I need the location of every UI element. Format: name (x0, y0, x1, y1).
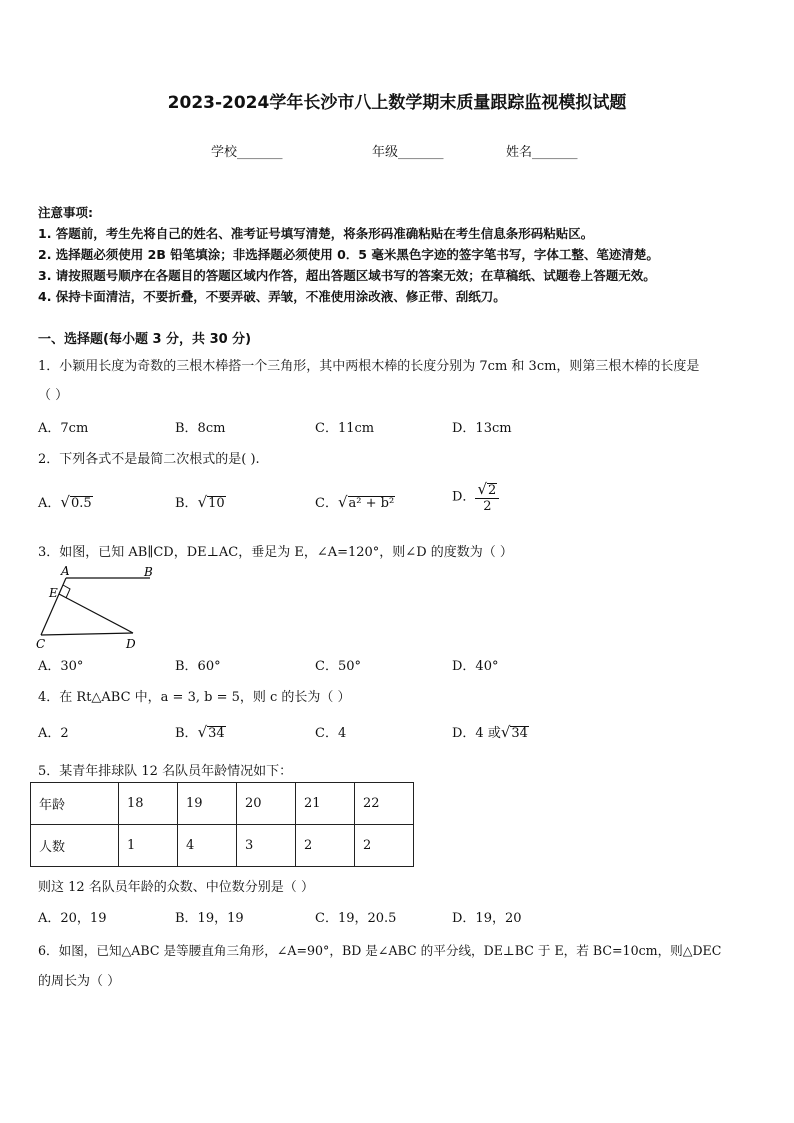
radical-icon: √ (60, 493, 70, 511)
label-c: C (36, 637, 46, 651)
q2-option-d (452, 480, 499, 514)
notice-item-2: 2. 选择题必须使用 2B 铅笔填涂；非选择题必须使用 0．5 毫米黑色字迹的签字笔书写，字体工整、笔迹清楚。 (38, 247, 659, 262)
q3-option-b: B．60° (175, 659, 221, 674)
q2-option-b-label: B． (175, 496, 198, 511)
q1-text: 1．小颖用长度为奇数的三根木棒搭一个三角形，其中两根木棒的长度分别为 7cm 和 3cm，则第三根木棒的长度是 (38, 359, 700, 374)
q5-question: 则这 12 名队员年龄的众数、中位数分别是（ ） (38, 880, 314, 895)
q2-option-b-radicand: 10 (208, 496, 225, 511)
q4-option-d-radicand: 34 (511, 726, 528, 741)
table-cell: 人数 (31, 825, 119, 867)
q2-option-c (315, 492, 395, 511)
q1-option-d: D．13cm (452, 421, 512, 436)
q4-option-b-radicand: 34 (208, 726, 225, 741)
table-row (31, 783, 414, 825)
q6-text-line1: 6．如图，已知△ABC 是等腰直角三角形，∠A=90°，BD 是∠ABC 的平分线，DE⊥BC 于 E，若 BC=10cm，则△DEC (38, 943, 722, 958)
q5-option-a: A．20，19 (38, 911, 107, 926)
notice-heading: 注意事项: (38, 205, 93, 220)
table-row (31, 825, 414, 867)
q3-option-a: A．30° (38, 659, 84, 674)
q6-text-line2: 的周长为（ ） (38, 974, 121, 989)
school-field: 学校_______ (211, 145, 283, 160)
q5-option-b: B．19，19 (175, 911, 244, 926)
q4-option-a: A．2 (38, 726, 69, 741)
label-b: B (144, 565, 153, 579)
radical-icon: √ (477, 480, 487, 498)
q4-text: 4．在 Rt△ABC 中，a = 3, b = 5，则 c 的长为（ ） (38, 690, 351, 705)
q4-option-b-label: B． (175, 726, 198, 741)
q1-option-c: C．11cm (315, 421, 375, 436)
radical-icon: √ (197, 723, 208, 741)
table-cell: 年龄 (31, 783, 119, 825)
q4-option-c: C．4 (315, 726, 347, 741)
q2-option-d-denominator: 2 (483, 499, 492, 515)
table-cell: 3 (237, 825, 296, 867)
segment-cd (41, 633, 133, 635)
segment-ed (59, 594, 133, 633)
table-cell: 18 (119, 783, 178, 825)
q3-text: 3．如图，已知 AB∥CD，DE⊥AC，垂足为 E，∠A=120°，则∠D 的度数为（ ） (38, 545, 513, 560)
page-title: 2023-2024学年长沙市八上数学期末质量跟踪监视模拟试题 (167, 93, 627, 113)
label-e: E (49, 586, 58, 600)
q5-text: 5．某青年排球队 12 名队员年龄情况如下： (38, 764, 293, 779)
table-cell: 21 (296, 783, 355, 825)
q2-option-a (38, 492, 93, 511)
q1-option-b: B．8cm (175, 421, 226, 436)
table-cell: 20 (237, 783, 296, 825)
q3-option-d: D．40° (452, 659, 499, 674)
fraction (475, 480, 499, 514)
q2-option-c-radicand: a² + b² (348, 496, 395, 511)
age-table (30, 782, 414, 867)
q1-option-a: A．7cm (38, 421, 89, 436)
q5-option-c: C．19，20.5 (315, 911, 397, 926)
table-cell: 19 (178, 783, 237, 825)
grade-field: 年级_______ (372, 145, 444, 160)
q2-option-a-label: A． (38, 496, 61, 511)
q4-option-d (452, 722, 529, 741)
q2-option-c-label: C． (315, 496, 338, 511)
name-field: 姓名_______ (506, 145, 578, 160)
q2-option-a-radicand: 0.5 (70, 496, 92, 511)
q3-option-c: C．50° (315, 659, 361, 674)
radical-icon: √ (337, 493, 348, 511)
section-heading: 一、选择题(每小题 3 分，共 30 分) (38, 332, 252, 347)
q2-text: 2．下列各式不是最简二次根式的是( ). (38, 452, 260, 467)
table-cell: 1 (119, 825, 178, 867)
label-d: D (126, 637, 136, 651)
table-cell: 2 (296, 825, 355, 867)
notice-item-3: 3. 请按照题号顺序在各题目的答题区域内作答，超出答题区域书写的答案无效；在草稿纸、试题卷上答题无效。 (38, 268, 656, 283)
q2-option-d-numerator: 2 (488, 483, 497, 498)
radical-icon: √ (500, 723, 511, 741)
radical-icon: √ (197, 493, 208, 511)
table-cell: 22 (355, 783, 414, 825)
table-cell: 2 (355, 825, 414, 867)
q1-paren: （ ） (38, 388, 69, 403)
q3-figure (30, 562, 160, 654)
q4-option-b (175, 722, 226, 741)
label-a: A (61, 564, 70, 578)
notice-item-4: 4. 保持卡面清洁，不要折叠，不要弄破、弄皱，不准使用涂改液、修正带、刮纸刀。 (38, 289, 506, 304)
q2-option-b (175, 492, 226, 511)
q5-option-d: D．19，20 (452, 911, 522, 926)
notice-item-1: 1. 答题前，考生先将自己的姓名、准考证号填写清楚，将条形码准确粘贴在考生信息条形码粘贴区。 (38, 226, 594, 241)
table-cell: 4 (178, 825, 237, 867)
q4-option-d-label: D．4 或 (452, 726, 501, 741)
q2-option-d-label: D． (452, 489, 476, 505)
